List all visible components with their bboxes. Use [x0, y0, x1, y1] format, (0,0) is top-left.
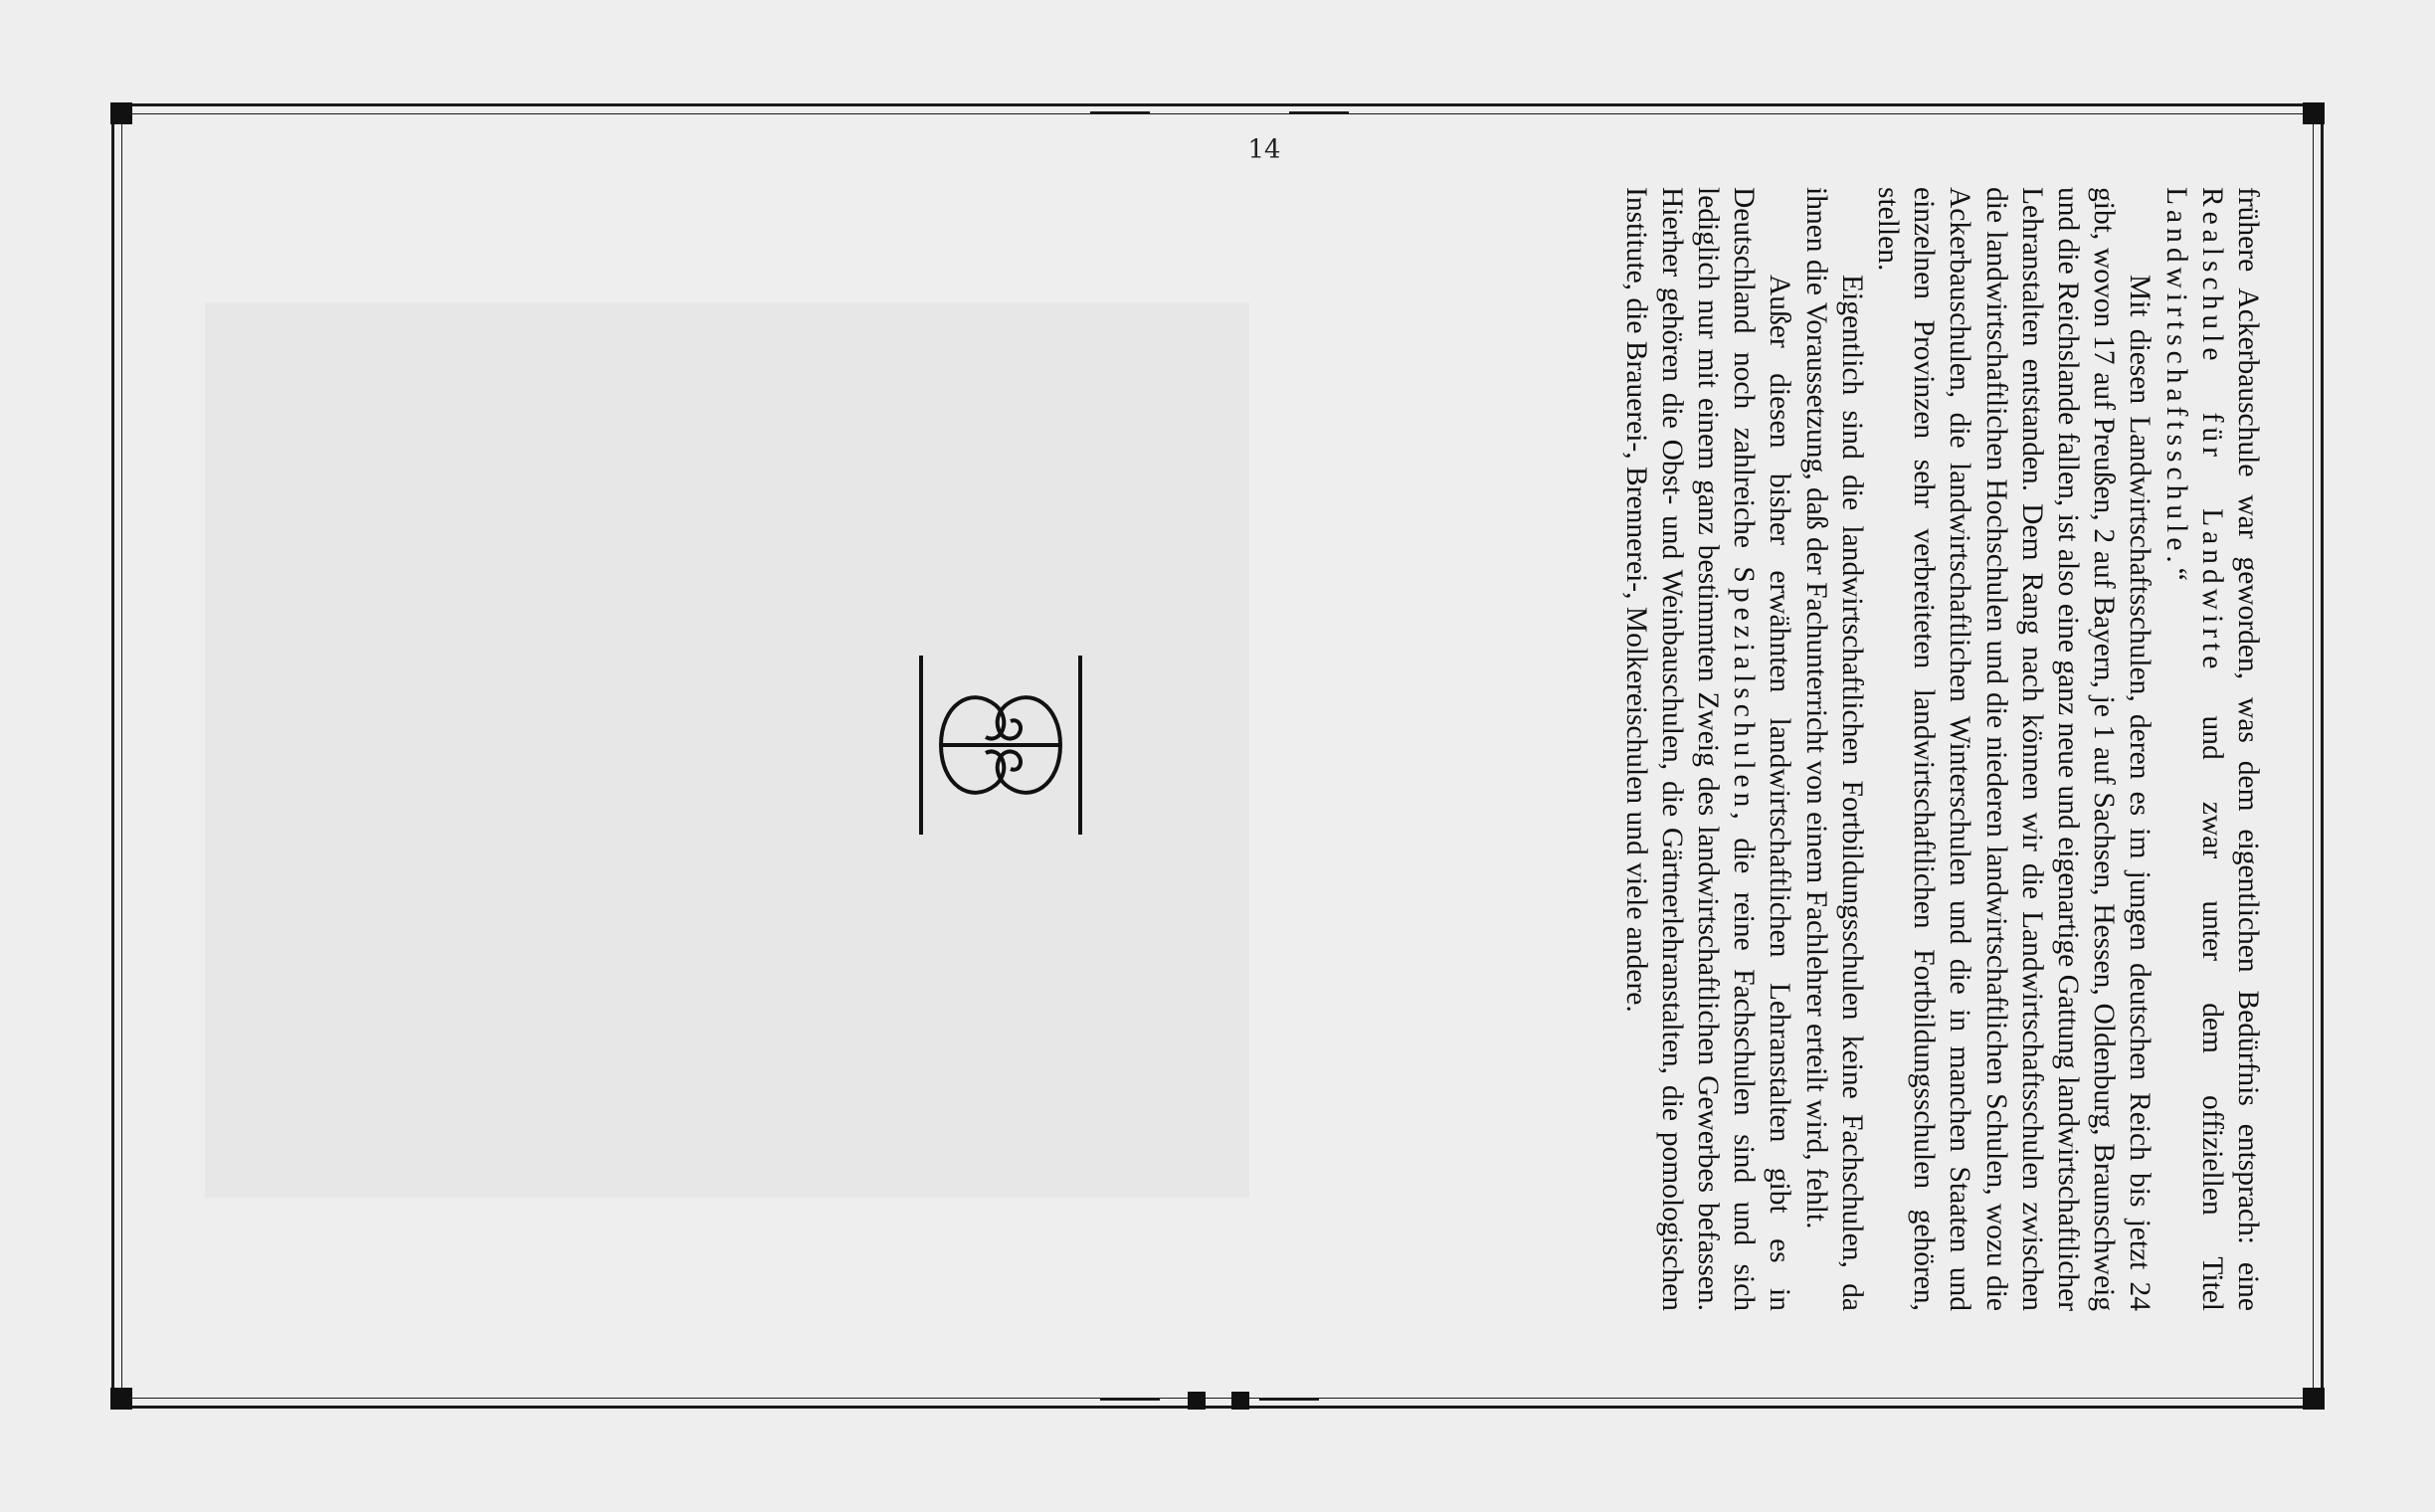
paragraph — [1870, 187, 2158, 1311]
paragraph — [1797, 187, 1869, 1311]
border-tick — [1259, 1398, 1319, 1401]
paragraph-text: frühere Ackerbauschule war geworden, was dem eigentlichen Bedürfnis entsprach: eine — [2232, 187, 2264, 1311]
paragraph-text: und zwar unter dem offiziellen Titel — [2195, 673, 2228, 1312]
square-ornament-icon — [110, 1388, 132, 1410]
body-text — [1617, 187, 2266, 1311]
emphasized-text: Landwirtschaftsschule. — [2159, 187, 2192, 568]
paragraph-text: “ — [2159, 567, 2192, 581]
border-tick — [1289, 111, 1349, 114]
square-ornament-icon — [2303, 1388, 2325, 1410]
book-page — [111, 103, 2324, 1409]
paragraph — [1617, 187, 1797, 1311]
square-ornament-icon — [1231, 1392, 1249, 1410]
emphasized-text: Realschule für Landwirte — [2195, 187, 2228, 674]
border-tick — [1090, 111, 1150, 114]
paragraph-text: Mit diesen Landwirtschaftsschulen, deren es im jungen deutschen Reich bis jetzt 24 gibt, wovon 17 auf Preußen, 2 auf Bayern, je 1 auf Sachsen, Hessen, Oldenburg, Braunschweig und die Reichslande fallen, ist also eine ganz neue und eigenartige Gattung landwirtschaftlicher Lehranstalten entstanden. Dem Rang nach können wir die Landwirtschaftsschulen zwischen die landwirtschaftlichen Hochschulen und die niederen landwirtschaftlichen Schulen, wozu die Ackerbauschulen, die landwirtschaftlichen Winterschulen und die in manchen Staaten und einzelnen Provinzen sehr verbreiteten landwirtschaftlichen Fortbildungsschulen gehören, stellen. — [1871, 187, 2156, 1311]
paragraph-text: , die reine Fachschulen sind und sich lediglich nur mit einem ganz bestimmten Zweig des landwirtschaftlichen Gewerbes befassen. Hierher gehören die Obst- und Weinbauschulen, die Gärtnerlehranstalten, die pomologischen Institute, die Brauerei-, Brennerei-, Molkereischulen und viele andere. — [1619, 187, 1761, 1312]
square-ornament-icon — [1188, 1392, 1206, 1410]
square-ornament-icon — [2303, 102, 2325, 124]
emphasized-text: Spezialschulen — [1728, 566, 1761, 813]
border-tick — [1100, 1398, 1160, 1401]
paragraph — [2157, 187, 2266, 1311]
fleuron-icon — [901, 646, 1100, 845]
page-number: 14 — [1247, 134, 1281, 165]
paragraph-text: Außer diesen bisher erwähnten landwirtschaftlichen Lehranstalten gibt es in Deutschland noch zahlreiche — [1728, 187, 1796, 1311]
paragraph-text: Eigentlich sind die landwirtschaftlichen Fortbildungsschulen keine Fachschulen, da ihnen die Voraussetzung, daß der Fachunterricht von einem Fachlehrer erteilt wird, fehlt. — [1799, 187, 1868, 1311]
square-ornament-icon — [110, 102, 132, 124]
